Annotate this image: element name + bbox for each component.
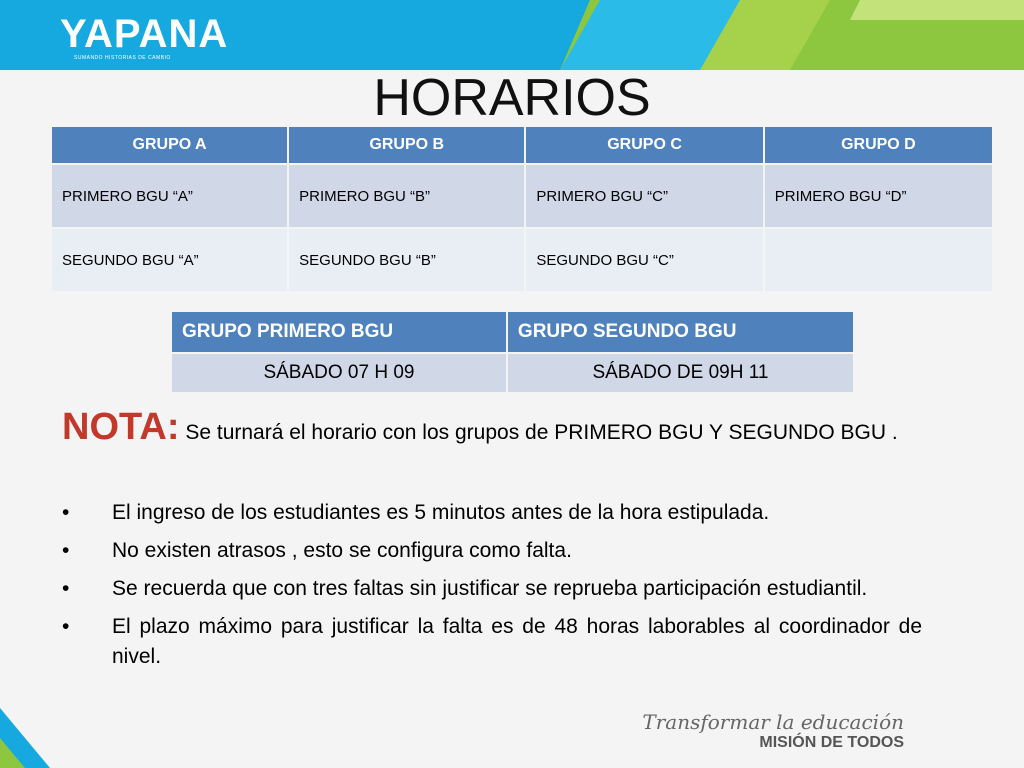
- schedule-table: [170, 310, 855, 394]
- nota-paragraph: [62, 406, 922, 448]
- nota-text: Se turnará el horario con los grupos de PRIMERO BGU Y SEGUNDO BGU .: [185, 421, 898, 444]
- table-cell: [765, 229, 992, 291]
- list-item-text: Se recuerda que con tres faltas sin justificar se reprueba participación estudiantil.: [112, 577, 868, 600]
- table-cell: SÁBADO 07 H 09: [172, 354, 506, 392]
- corner-decoration: [0, 698, 60, 768]
- table-header-cell: GRUPO PRIMERO BGU: [172, 312, 506, 352]
- list-item-text: El plazo máximo para justificar la falta es de 48 horas laborables al coordinador de nivel.: [112, 615, 922, 668]
- table-cell: PRIMERO BGU “A”: [52, 165, 287, 227]
- list-item: [62, 536, 922, 566]
- schedule-table-header-row: [172, 312, 853, 352]
- table-header-cell: GRUPO C: [526, 127, 762, 163]
- bullet-icon: •: [62, 577, 70, 600]
- footer-line2: MISIÓN DE TODOS: [759, 734, 904, 751]
- table-row: [52, 165, 992, 227]
- header-banner: [0, 0, 1024, 70]
- page-title: HORARIOS: [373, 69, 651, 127]
- table-header-cell: GRUPO A: [52, 127, 287, 163]
- table-header-cell: GRUPO SEGUNDO BGU: [508, 312, 853, 352]
- nota-label: NOTA:: [62, 406, 180, 448]
- groups-table-header-row: [52, 127, 992, 163]
- table-header-cell: GRUPO D: [765, 127, 992, 163]
- table-cell: SEGUNDO BGU “B”: [289, 229, 524, 291]
- footer-line1: Transformar la educación: [642, 710, 904, 734]
- table-row: [172, 354, 853, 392]
- table-cell: SEGUNDO BGU “A”: [52, 229, 287, 291]
- yapana-logo: YAPANA: [60, 12, 229, 56]
- bullet-icon: •: [62, 539, 70, 562]
- logo-tagline: SUMANDO HISTORIAS DE CAMBIO: [74, 55, 171, 61]
- table-header-cell: GRUPO B: [289, 127, 524, 163]
- list-item-text: El ingreso de los estudiantes es 5 minutos antes de la hora estipulada.: [112, 501, 770, 524]
- list-item: [62, 574, 922, 604]
- footer-slogan: [642, 710, 904, 752]
- table-cell: PRIMERO BGU “B”: [289, 165, 524, 227]
- table-row: [52, 229, 992, 291]
- table-cell: SEGUNDO BGU “C”: [526, 229, 762, 291]
- list-item: [62, 612, 922, 672]
- table-cell: PRIMERO BGU “D”: [765, 165, 992, 227]
- table-cell: PRIMERO BGU “C”: [526, 165, 762, 227]
- table-cell: SÁBADO DE 09H 11: [508, 354, 853, 392]
- list-item: [62, 498, 922, 528]
- bullet-icon: •: [62, 615, 70, 638]
- rules-list: [62, 498, 922, 680]
- groups-table: [50, 125, 994, 293]
- list-item-text: No existen atrasos , esto se configura como falta.: [112, 539, 572, 562]
- bullet-icon: •: [62, 501, 70, 524]
